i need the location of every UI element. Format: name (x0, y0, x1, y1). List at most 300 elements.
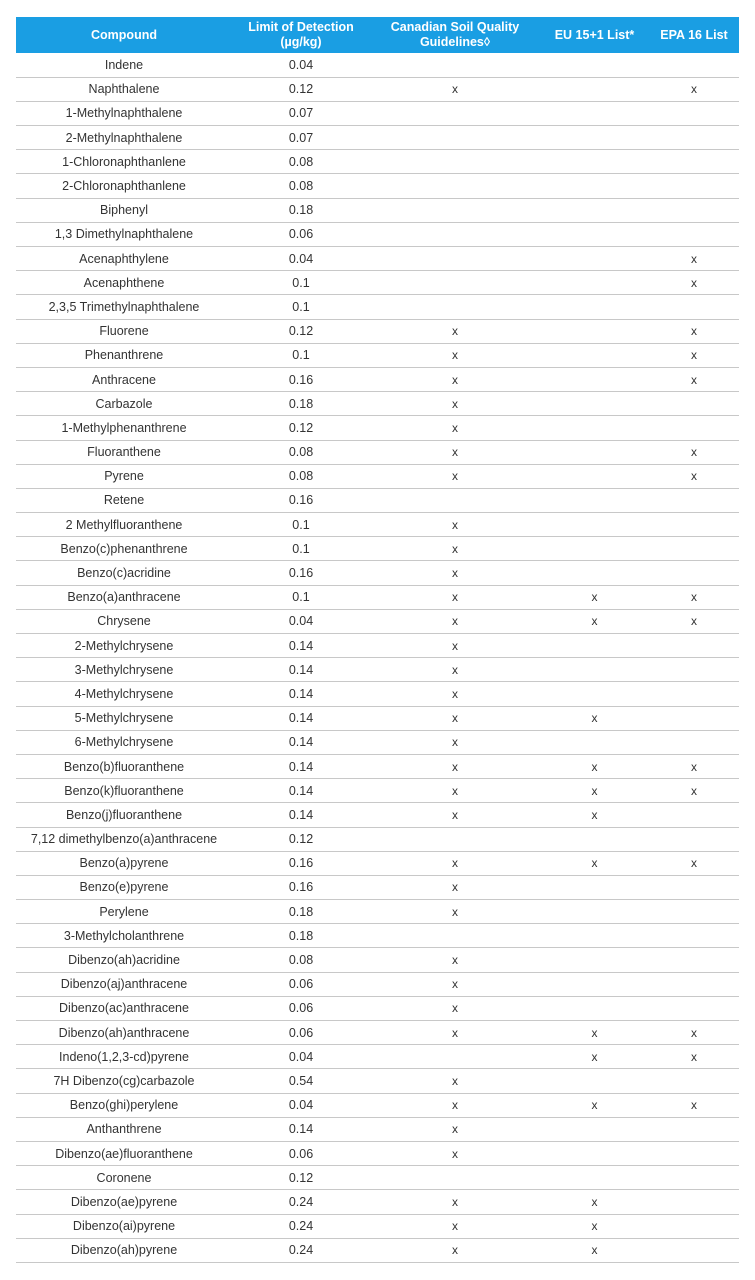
table-row (16, 972, 739, 996)
cell-compound: Benzo(j)fluoranthene (16, 803, 232, 827)
compound-detection-table (16, 17, 739, 1263)
cell-compound: 1-Methylnaphthalene (16, 101, 232, 125)
cell-limit-of-detection: 0.16 (232, 488, 370, 512)
cell-limit-of-detection: 0.06 (232, 1021, 370, 1045)
cell-epa-mark (649, 53, 739, 77)
cell-canadian-mark: x (370, 634, 540, 658)
cell-compound: Biphenyl (16, 198, 232, 222)
table-row (16, 198, 739, 222)
cell-canadian-mark: x (370, 1021, 540, 1045)
cell-compound: Benzo(k)fluoranthene (16, 779, 232, 803)
cell-canadian-mark: x (370, 609, 540, 633)
cell-limit-of-detection: 0.18 (232, 198, 370, 222)
table-row (16, 706, 739, 730)
cell-eu-mark (540, 900, 649, 924)
cell-eu-mark: x (540, 1021, 649, 1045)
cell-epa-mark (649, 392, 739, 416)
cell-compound: Fluoranthene (16, 440, 232, 464)
cell-compound: 4-Methylchrysene (16, 682, 232, 706)
table-row (16, 1214, 739, 1238)
cell-eu-mark (540, 1069, 649, 1093)
table-row (16, 53, 739, 77)
cell-compound: 2,3,5 Trimethylnaphthalene (16, 295, 232, 319)
cell-canadian-mark (370, 247, 540, 271)
cell-eu-mark: x (540, 1093, 649, 1117)
table-row (16, 779, 739, 803)
table-row (16, 561, 739, 585)
cell-limit-of-detection: 0.24 (232, 1238, 370, 1262)
cell-eu-mark (540, 488, 649, 512)
cell-epa-mark: x (649, 367, 739, 391)
table-row (16, 1141, 739, 1165)
cell-canadian-mark: x (370, 996, 540, 1020)
table-row (16, 174, 739, 198)
cell-epa-mark (649, 827, 739, 851)
cell-eu-mark (540, 537, 649, 561)
header-epa-list: EPA 16 List (660, 27, 728, 42)
cell-eu-mark (540, 730, 649, 754)
cell-eu-mark (540, 924, 649, 948)
cell-canadian-mark: x (370, 416, 540, 440)
cell-eu-mark (540, 682, 649, 706)
cell-limit-of-detection: 0.14 (232, 634, 370, 658)
cell-limit-of-detection: 0.04 (232, 247, 370, 271)
cell-canadian-mark: x (370, 440, 540, 464)
cell-canadian-mark (370, 174, 540, 198)
cell-epa-mark (649, 174, 739, 198)
cell-eu-mark (540, 198, 649, 222)
cell-compound: 1-Chloronaphthanlene (16, 150, 232, 174)
cell-compound: Anthracene (16, 367, 232, 391)
cell-canadian-mark: x (370, 900, 540, 924)
header-canadian-line2: Guidelines◊ (419, 35, 491, 49)
cell-compound: Anthanthrene (16, 1117, 232, 1141)
cell-eu-mark (540, 271, 649, 295)
cell-compound: Perylene (16, 900, 232, 924)
cell-compound: Benzo(a)anthracene (16, 585, 232, 609)
table-row (16, 851, 739, 875)
cell-limit-of-detection: 0.14 (232, 706, 370, 730)
cell-compound: Benzo(ghi)perylene (16, 1093, 232, 1117)
cell-epa-mark: x (649, 585, 739, 609)
cell-limit-of-detection: 0.16 (232, 875, 370, 899)
table-row (16, 658, 739, 682)
header-canadian-guidelines (370, 17, 540, 53)
cell-canadian-mark: x (370, 367, 540, 391)
cell-epa-mark (649, 1166, 739, 1190)
cell-epa-mark: x (649, 1021, 739, 1045)
cell-compound: 1-Methylphenanthrene (16, 416, 232, 440)
cell-canadian-mark: x (370, 585, 540, 609)
cell-limit-of-detection: 0.16 (232, 851, 370, 875)
cell-eu-mark (540, 367, 649, 391)
cell-compound: Dibenzo(ah)acridine (16, 948, 232, 972)
cell-eu-mark (540, 996, 649, 1020)
table-row (16, 682, 739, 706)
table-row (16, 488, 739, 512)
cell-epa-mark (649, 561, 739, 585)
table-row (16, 996, 739, 1020)
cell-limit-of-detection: 0.18 (232, 924, 370, 948)
cell-eu-mark: x (540, 1238, 649, 1262)
cell-limit-of-detection: 0.12 (232, 1166, 370, 1190)
table-row (16, 754, 739, 778)
cell-limit-of-detection: 0.1 (232, 513, 370, 537)
table-header (16, 17, 739, 53)
cell-compound: Retene (16, 488, 232, 512)
cell-eu-mark: x (540, 754, 649, 778)
cell-eu-mark (540, 77, 649, 101)
cell-limit-of-detection: 0.08 (232, 174, 370, 198)
cell-compound: 2-Methylchrysene (16, 634, 232, 658)
cell-limit-of-detection: 0.14 (232, 803, 370, 827)
cell-limit-of-detection: 0.04 (232, 1045, 370, 1069)
cell-eu-mark (540, 658, 649, 682)
cell-canadian-mark: x (370, 706, 540, 730)
cell-epa-mark (649, 1117, 739, 1141)
table-row (16, 1238, 739, 1262)
table-row (16, 513, 739, 537)
cell-epa-mark (649, 150, 739, 174)
cell-epa-mark (649, 416, 739, 440)
cell-epa-mark (649, 730, 739, 754)
cell-limit-of-detection: 0.06 (232, 972, 370, 996)
cell-compound: 2-Chloronaphthanlene (16, 174, 232, 198)
table-row (16, 924, 739, 948)
cell-compound: Naphthalene (16, 77, 232, 101)
cell-epa-mark (649, 948, 739, 972)
cell-limit-of-detection: 0.08 (232, 948, 370, 972)
cell-epa-mark: x (649, 464, 739, 488)
cell-limit-of-detection: 0.1 (232, 537, 370, 561)
cell-epa-mark (649, 875, 739, 899)
cell-compound: Indeno(1,2,3-cd)pyrene (16, 1045, 232, 1069)
cell-epa-mark: x (649, 77, 739, 101)
cell-canadian-mark: x (370, 851, 540, 875)
table-row (16, 609, 739, 633)
cell-limit-of-detection: 0.12 (232, 319, 370, 343)
cell-compound: 3-Methylcholanthrene (16, 924, 232, 948)
table-row (16, 247, 739, 271)
cell-canadian-mark (370, 53, 540, 77)
cell-compound: Indene (16, 53, 232, 77)
cell-compound: Dibenzo(ai)pyrene (16, 1214, 232, 1238)
cell-canadian-mark (370, 1045, 540, 1069)
table-row (16, 585, 739, 609)
cell-canadian-mark: x (370, 1238, 540, 1262)
cell-eu-mark (540, 247, 649, 271)
cell-epa-mark (649, 900, 739, 924)
cell-canadian-mark (370, 222, 540, 246)
cell-epa-mark (649, 198, 739, 222)
cell-limit-of-detection: 0.14 (232, 754, 370, 778)
cell-canadian-mark: x (370, 319, 540, 343)
table-row (16, 730, 739, 754)
cell-eu-mark (540, 343, 649, 367)
cell-limit-of-detection: 0.06 (232, 1141, 370, 1165)
table-row (16, 1045, 739, 1069)
cell-eu-mark (540, 101, 649, 125)
cell-canadian-mark: x (370, 1190, 540, 1214)
table-row (16, 537, 739, 561)
cell-canadian-mark (370, 488, 540, 512)
cell-eu-mark (540, 972, 649, 996)
cell-compound: Phenanthrene (16, 343, 232, 367)
cell-compound: 6-Methylchrysene (16, 730, 232, 754)
header-canadian-line1: Canadian Soil Quality (390, 20, 520, 34)
cell-canadian-mark: x (370, 561, 540, 585)
cell-compound: 2-Methylnaphthalene (16, 126, 232, 150)
table-row (16, 827, 739, 851)
cell-compound: Acenaphthylene (16, 247, 232, 271)
cell-eu-mark (540, 948, 649, 972)
cell-epa-mark: x (649, 1093, 739, 1117)
compound-table-container (16, 17, 739, 1263)
cell-canadian-mark: x (370, 537, 540, 561)
cell-canadian-mark (370, 271, 540, 295)
cell-eu-mark: x (540, 1190, 649, 1214)
cell-limit-of-detection: 0.07 (232, 101, 370, 125)
cell-epa-mark (649, 1069, 739, 1093)
cell-canadian-mark: x (370, 1069, 540, 1093)
cell-canadian-mark: x (370, 730, 540, 754)
table-row (16, 1093, 739, 1117)
cell-compound: Benzo(e)pyrene (16, 875, 232, 899)
cell-epa-mark: x (649, 851, 739, 875)
cell-epa-mark: x (649, 271, 739, 295)
cell-limit-of-detection: 0.24 (232, 1214, 370, 1238)
cell-canadian-mark (370, 126, 540, 150)
cell-epa-mark: x (649, 779, 739, 803)
cell-epa-mark: x (649, 440, 739, 464)
cell-epa-mark (649, 658, 739, 682)
cell-compound: Dibenzo(ae)fluoranthene (16, 1141, 232, 1165)
cell-limit-of-detection: 0.08 (232, 440, 370, 464)
table-row (16, 295, 739, 319)
cell-epa-mark (649, 634, 739, 658)
cell-eu-mark (540, 561, 649, 585)
cell-canadian-mark (370, 827, 540, 851)
cell-epa-mark (649, 126, 739, 150)
cell-canadian-mark: x (370, 972, 540, 996)
table-row (16, 416, 739, 440)
cell-compound: Benzo(c)acridine (16, 561, 232, 585)
cell-epa-mark: x (649, 343, 739, 367)
cell-limit-of-detection: 0.08 (232, 150, 370, 174)
cell-compound: 1,3 Dimethylnaphthalene (16, 222, 232, 246)
table-row (16, 126, 739, 150)
cell-epa-mark: x (649, 754, 739, 778)
table-row (16, 222, 739, 246)
cell-eu-mark (540, 126, 649, 150)
cell-compound: Dibenzo(aj)anthracene (16, 972, 232, 996)
cell-canadian-mark: x (370, 1214, 540, 1238)
cell-epa-mark (649, 488, 739, 512)
cell-canadian-mark: x (370, 343, 540, 367)
cell-canadian-mark (370, 924, 540, 948)
cell-limit-of-detection: 0.18 (232, 900, 370, 924)
cell-epa-mark: x (649, 1045, 739, 1069)
cell-limit-of-detection: 0.07 (232, 126, 370, 150)
cell-canadian-mark: x (370, 658, 540, 682)
cell-limit-of-detection: 0.14 (232, 1117, 370, 1141)
cell-eu-mark (540, 827, 649, 851)
cell-limit-of-detection: 0.12 (232, 77, 370, 101)
cell-canadian-mark: x (370, 754, 540, 778)
cell-eu-mark (540, 174, 649, 198)
cell-canadian-mark: x (370, 1093, 540, 1117)
cell-epa-mark: x (649, 319, 739, 343)
cell-eu-mark (540, 1141, 649, 1165)
cell-compound: Dibenzo(ah)anthracene (16, 1021, 232, 1045)
cell-canadian-mark: x (370, 1141, 540, 1165)
cell-eu-mark (540, 150, 649, 174)
cell-epa-mark (649, 803, 739, 827)
cell-limit-of-detection: 0.14 (232, 658, 370, 682)
cell-limit-of-detection: 0.12 (232, 416, 370, 440)
cell-eu-mark: x (540, 706, 649, 730)
cell-limit-of-detection: 0.14 (232, 682, 370, 706)
table-row (16, 875, 739, 899)
cell-eu-mark: x (540, 609, 649, 633)
cell-eu-mark (540, 875, 649, 899)
cell-limit-of-detection: 0.04 (232, 1093, 370, 1117)
header-lod-line1: Limit of Detection (248, 20, 354, 34)
cell-epa-mark (649, 101, 739, 125)
cell-canadian-mark: x (370, 513, 540, 537)
cell-compound: 3-Methylchrysene (16, 658, 232, 682)
cell-canadian-mark (370, 198, 540, 222)
cell-compound: Dibenzo(ah)pyrene (16, 1238, 232, 1262)
cell-epa-mark (649, 513, 739, 537)
table-row (16, 343, 739, 367)
cell-eu-mark (540, 416, 649, 440)
cell-limit-of-detection: 0.06 (232, 222, 370, 246)
cell-compound: Carbazole (16, 392, 232, 416)
cell-compound: Fluorene (16, 319, 232, 343)
cell-epa-mark (649, 924, 739, 948)
cell-eu-mark: x (540, 1214, 649, 1238)
cell-eu-mark: x (540, 1045, 649, 1069)
table-row (16, 634, 739, 658)
cell-compound: Dibenzo(ae)pyrene (16, 1190, 232, 1214)
cell-epa-mark (649, 706, 739, 730)
cell-epa-mark: x (649, 247, 739, 271)
cell-compound: Pyrene (16, 464, 232, 488)
cell-epa-mark (649, 972, 739, 996)
cell-eu-mark: x (540, 803, 649, 827)
cell-eu-mark (540, 634, 649, 658)
cell-compound: Acenaphthene (16, 271, 232, 295)
cell-canadian-mark: x (370, 392, 540, 416)
cell-eu-mark (540, 1117, 649, 1141)
table-row (16, 440, 739, 464)
header-row (16, 17, 739, 53)
table-row (16, 803, 739, 827)
table-row (16, 150, 739, 174)
cell-canadian-mark: x (370, 464, 540, 488)
cell-eu-mark (540, 440, 649, 464)
cell-canadian-mark (370, 101, 540, 125)
cell-limit-of-detection: 0.1 (232, 295, 370, 319)
cell-compound: Chrysene (16, 609, 232, 633)
cell-limit-of-detection: 0.18 (232, 392, 370, 416)
cell-limit-of-detection: 0.12 (232, 827, 370, 851)
cell-limit-of-detection: 0.16 (232, 367, 370, 391)
cell-limit-of-detection: 0.14 (232, 779, 370, 803)
cell-eu-mark (540, 53, 649, 77)
table-row (16, 77, 739, 101)
cell-epa-mark (649, 537, 739, 561)
cell-canadian-mark (370, 1166, 540, 1190)
cell-limit-of-detection: 0.16 (232, 561, 370, 585)
cell-epa-mark (649, 1190, 739, 1214)
table-row (16, 271, 739, 295)
cell-eu-mark: x (540, 779, 649, 803)
cell-canadian-mark: x (370, 948, 540, 972)
cell-epa-mark (649, 1238, 739, 1262)
cell-eu-mark (540, 392, 649, 416)
cell-compound: Benzo(b)fluoranthene (16, 754, 232, 778)
table-row (16, 101, 739, 125)
cell-epa-mark (649, 295, 739, 319)
cell-canadian-mark: x (370, 682, 540, 706)
table-row (16, 367, 739, 391)
cell-epa-mark (649, 996, 739, 1020)
cell-canadian-mark (370, 295, 540, 319)
table-row (16, 319, 739, 343)
cell-canadian-mark: x (370, 803, 540, 827)
table-row (16, 1190, 739, 1214)
cell-limit-of-detection: 0.54 (232, 1069, 370, 1093)
cell-compound: Benzo(c)phenanthrene (16, 537, 232, 561)
cell-canadian-mark: x (370, 1117, 540, 1141)
cell-eu-mark (540, 319, 649, 343)
cell-limit-of-detection: 0.08 (232, 464, 370, 488)
cell-canadian-mark: x (370, 779, 540, 803)
cell-epa-mark (649, 1141, 739, 1165)
cell-limit-of-detection: 0.04 (232, 609, 370, 633)
cell-eu-mark: x (540, 851, 649, 875)
cell-eu-mark (540, 222, 649, 246)
cell-epa-mark (649, 1214, 739, 1238)
cell-compound: 7,12 dimethylbenzo(a)anthracene (16, 827, 232, 851)
cell-eu-mark (540, 1166, 649, 1190)
cell-limit-of-detection: 0.1 (232, 271, 370, 295)
cell-compound: 7H Dibenzo(cg)carbazole (16, 1069, 232, 1093)
cell-limit-of-detection: 0.1 (232, 343, 370, 367)
cell-limit-of-detection: 0.1 (232, 585, 370, 609)
table-row (16, 1069, 739, 1093)
table-row (16, 1117, 739, 1141)
table-row (16, 948, 739, 972)
cell-limit-of-detection: 0.14 (232, 730, 370, 754)
cell-compound: Dibenzo(ac)anthracene (16, 996, 232, 1020)
table-body (16, 53, 739, 1262)
cell-compound: Coronene (16, 1166, 232, 1190)
cell-epa-mark (649, 222, 739, 246)
header-eu-list: EU 15+1 List* (554, 27, 635, 42)
table-row (16, 392, 739, 416)
cell-limit-of-detection: 0.06 (232, 996, 370, 1020)
table-row (16, 464, 739, 488)
cell-compound: 5-Methylchrysene (16, 706, 232, 730)
cell-compound: 2 Methylfluoranthene (16, 513, 232, 537)
cell-limit-of-detection: 0.24 (232, 1190, 370, 1214)
cell-canadian-mark: x (370, 77, 540, 101)
cell-limit-of-detection: 0.04 (232, 53, 370, 77)
header-limit-of-detection (232, 17, 370, 53)
